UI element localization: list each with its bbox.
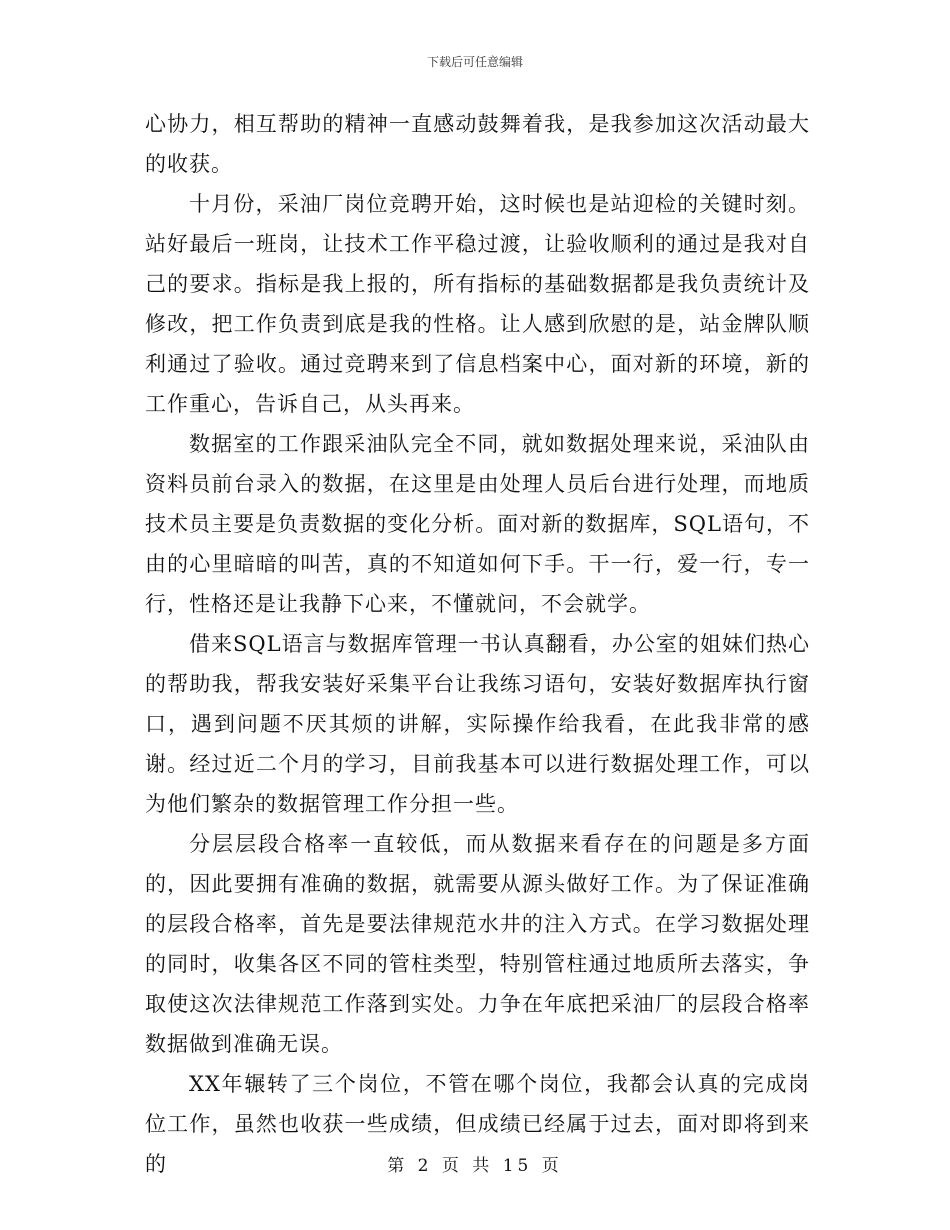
paragraph-layer-qualification: 分层层段合格率一直较低，而从数据来看存在的问题是多方面的，因此要拥有准确的数据，就需要从源头做好工作。为了保证准确的层段合格率，首先是要法律规范水井的注入方式。在学习数据处理的同时，收集各区不同的管柱类型，特别管柱通过地质所去落实，争取使这次法律规范工作落到实处。力争在年底把采油厂的层段合格率数据做到准确无误。	[145, 832, 810, 1056]
page-header: 下载后可任意编辑	[426, 55, 523, 69]
page-footer: 第 2 页 共 15 页	[387, 1156, 563, 1176]
paragraph-job-competition: 十月份，采油厂岗位竞聘开始，这时候也是站迎检的关键时刻。站好最后一班岗，让技术工作平稳过渡，让验收顺利的通过是我对自己的要求。指标是我上报的，所有指标的基础数据都是我负责统计及修改，把工作负责到底是我的性格。让人感到欣慰的是，站金牌队顺利通过了验收。通过竞聘来到了信息档案中心，面对新的环境，新的工作重心，告诉自己，从头再来。	[145, 192, 810, 416]
paragraph-sql-learning: 借来SQL语言与数据库管理一书认真翻看，办公室的姐妹们热心的帮助我，帮我安装好采集平台让我练习语句，安装好数据库执行窗口，遇到问题不厌其烦的讲解，实际操作给我看，在此我非常的感谢。经过近二个月的学习，目前我基本可以进行数据处理工作，可以为他们繁杂的数据管理工作分担一些。	[145, 632, 810, 816]
document-body	[145, 104, 810, 1184]
paragraph-data-room: 数据室的工作跟采油队完全不同，就如数据处理来说，采油队由资料员前台录入的数据，在这里是由处理人员后台进行处理，而地质技术员主要是负责数据的变化分析。面对新的数据库，SQL语句，不由的心里暗暗的叫苦，真的不知道如何下手。干一行，爱一行，专一行，性格还是让我静下心来，不懂就问，不会就学。	[145, 432, 810, 616]
paragraph-summary: XX年辗转了三个岗位，不管在哪个岗位，我都会认真的完成岗位工作，虽然也收获一些成绩，但成绩已经属于过去，面对即将到来的	[145, 1072, 810, 1176]
paragraph-continuation: 心协力，相互帮助的精神一直感动鼓舞着我，是我参加这次活动最大的收获。	[145, 112, 810, 176]
